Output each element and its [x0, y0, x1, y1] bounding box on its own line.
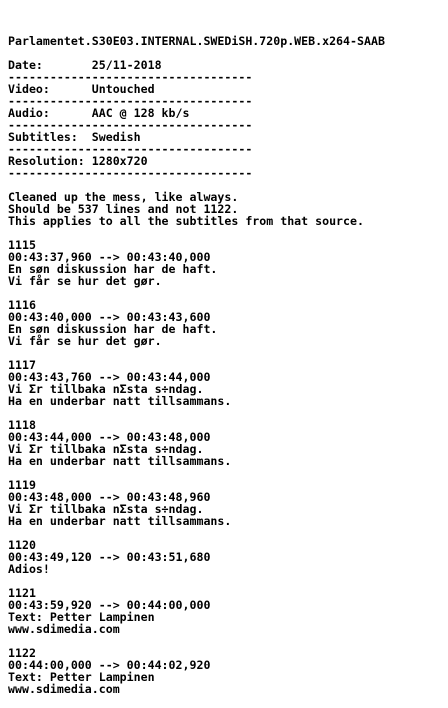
text-line: Vi får se hur det gør.: [8, 274, 162, 288]
text-line: 1122: [8, 646, 36, 660]
text-line: Vi får se hur det gør.: [8, 334, 162, 348]
text-line: Text: Petter Lampinen: [8, 610, 155, 624]
text-line: Ha en underbar natt tillsammans.: [8, 454, 232, 468]
text-line: Vi Σr tillbaka nΣsta s÷ndag.: [8, 502, 204, 516]
text-line: En søn diskussion har de haft.: [8, 262, 218, 276]
text-line: 1115: [8, 238, 36, 252]
text-line: 1119: [8, 478, 36, 492]
text-line: 1120: [8, 538, 36, 552]
text-line: 00:43:40,000 --> 00:43:43,600: [8, 310, 211, 324]
text-line: Resolution: 1280x720: [8, 154, 148, 168]
text-line: Vi Σr tillbaka nΣsta s÷ndag.: [8, 442, 204, 456]
text-line: Parlamentet.S30E03.INTERNAL.SWEDiSH.720p.WEB.x264-SAAB: [8, 34, 385, 48]
text-line: 00:43:59,920 --> 00:44:00,000: [8, 598, 211, 612]
text-line: Cleaned up the mess, like always.: [8, 190, 239, 204]
text-line: 00:43:49,120 --> 00:43:51,680: [8, 550, 211, 564]
text-line: 00:43:37,960 --> 00:43:40,000: [8, 250, 211, 264]
text-line: En søn diskussion har de haft.: [8, 322, 218, 336]
text-line: Text: Petter Lampinen: [8, 670, 155, 684]
text-line: -----------------------------------: [8, 142, 253, 156]
text-line: www.sdimedia.com: [8, 682, 120, 696]
text-line: www.sdimedia.com: [8, 622, 120, 636]
text-line: 1118: [8, 418, 36, 432]
blank-line: [8, 227, 385, 239]
text-line: 00:43:48,000 --> 00:43:48,960: [8, 490, 211, 504]
text-line: Audio: AAC @ 128 kb/s: [8, 106, 190, 120]
text-line: Adios!: [8, 562, 50, 576]
text-line: -----------------------------------: [8, 166, 253, 180]
text-line: 00:44:00,000 --> 00:44:02,920: [8, 658, 211, 672]
text-line: 1121: [8, 586, 36, 600]
blank-line: [8, 575, 385, 587]
blank-line: [8, 347, 385, 359]
text-line: Video: Untouched: [8, 82, 155, 96]
text-line: -----------------------------------: [8, 70, 253, 84]
text-line: Ha en underbar natt tillsammans.: [8, 394, 232, 408]
text-line: 00:43:44,000 --> 00:43:48,000: [8, 430, 211, 444]
text-line: Vi Σr tillbaka nΣsta s÷ndag.: [8, 382, 204, 396]
text-line: Ha en underbar natt tillsammans.: [8, 514, 232, 528]
text-line: Subtitles: Swedish: [8, 130, 141, 144]
text-line: -----------------------------------: [8, 94, 253, 108]
nfo-document: [8, 35, 385, 695]
text-line: 1117: [8, 358, 36, 372]
blank-line: [8, 467, 385, 479]
text-line: -----------------------------------: [8, 118, 253, 132]
text-line: 1116: [8, 298, 36, 312]
text-line: 00:43:43,760 --> 00:43:44,000: [8, 370, 211, 384]
text-line: Should be 537 lines and not 1122.: [8, 202, 239, 216]
blank-line: [8, 287, 385, 299]
text-line: This applies to all the subtitles from that source.: [8, 214, 364, 228]
text-line: Date: 25/11-2018: [8, 58, 162, 72]
blank-line: [8, 407, 385, 419]
blank-line: [8, 527, 385, 539]
blank-line: [8, 635, 385, 647]
